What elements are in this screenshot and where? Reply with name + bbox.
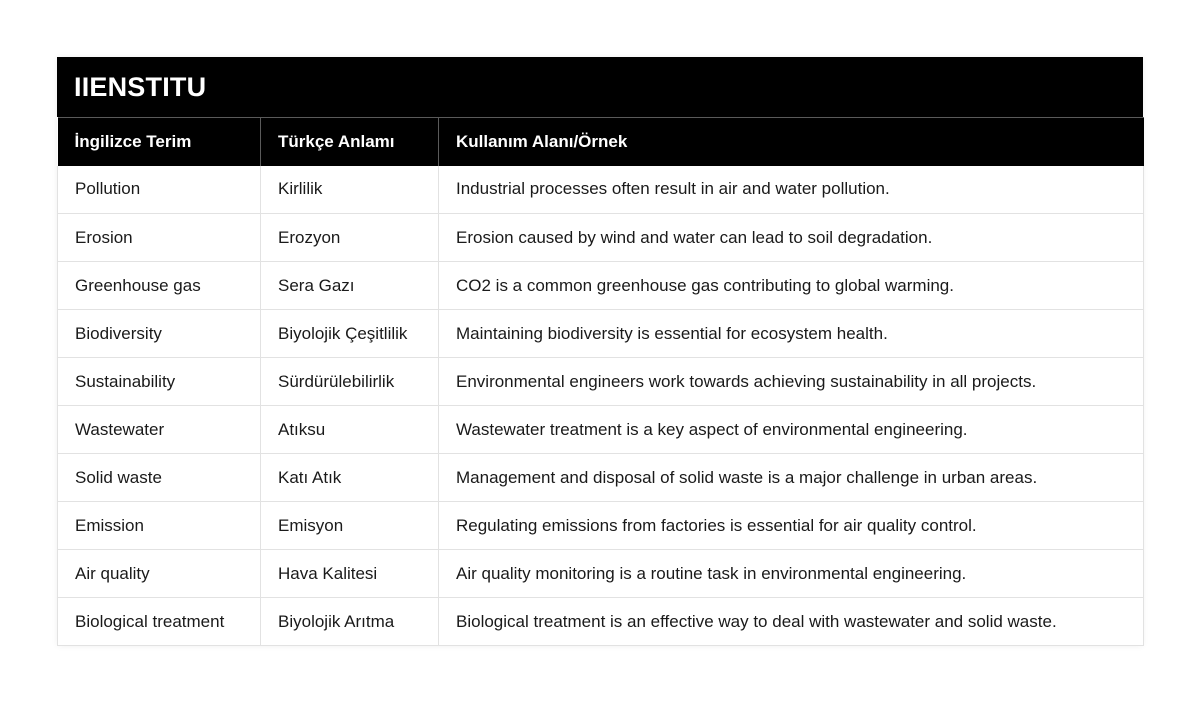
usage-example-cell: Maintaining biodiversity is essential for ecosystem health.	[439, 310, 1144, 358]
usage-example-cell: Air quality monitoring is a routine task in environmental engineering.	[439, 550, 1144, 598]
column-header-turkish-meaning: Türkçe Anlamı	[261, 118, 439, 166]
header-row	[58, 118, 1144, 166]
turkish-meaning-cell: Katı Atık	[261, 454, 439, 502]
table-row	[58, 406, 1144, 454]
usage-example-cell: Management and disposal of solid waste is a major challenge in urban areas.	[439, 454, 1144, 502]
turkish-meaning-cell: Atıksu	[261, 406, 439, 454]
table-header	[58, 118, 1144, 166]
table-row	[58, 502, 1144, 550]
turkish-meaning-cell: Sürdürülebilirlik	[261, 358, 439, 406]
usage-example-cell: Biological treatment is an effective way to deal with wastewater and solid waste.	[439, 598, 1144, 646]
english-term-cell: Erosion	[58, 214, 261, 262]
usage-example-cell: Regulating emissions from factories is essential for air quality control.	[439, 502, 1144, 550]
english-term-cell: Biological treatment	[58, 598, 261, 646]
turkish-meaning-cell: Sera Gazı	[261, 262, 439, 310]
table-row	[58, 358, 1144, 406]
turkish-meaning-cell: Biyolojik Çeşitlilik	[261, 310, 439, 358]
usage-example-cell: CO2 is a common greenhouse gas contributing to global warming.	[439, 262, 1144, 310]
turkish-meaning-cell: Emisyon	[261, 502, 439, 550]
turkish-meaning-cell: Kirlilik	[261, 166, 439, 214]
table-row	[58, 550, 1144, 598]
table-body	[58, 166, 1144, 646]
column-header-usage-example: Kullanım Alanı/Örnek	[439, 118, 1144, 166]
english-term-cell: Solid waste	[58, 454, 261, 502]
table-row	[58, 166, 1144, 214]
english-term-cell: Air quality	[58, 550, 261, 598]
english-term-cell: Greenhouse gas	[58, 262, 261, 310]
table-row	[58, 214, 1144, 262]
column-header-english-term: İngilizce Terim	[58, 118, 261, 166]
glossary-card	[57, 57, 1143, 646]
brand-title: IIENSTITU	[74, 71, 207, 102]
english-term-cell: Biodiversity	[58, 310, 261, 358]
english-term-cell: Wastewater	[58, 406, 261, 454]
table-row	[58, 454, 1144, 502]
turkish-meaning-cell: Biyolojik Arıtma	[261, 598, 439, 646]
glossary-table	[57, 117, 1144, 646]
table-row	[58, 262, 1144, 310]
usage-example-cell: Industrial processes often result in air and water pollution.	[439, 166, 1144, 214]
english-term-cell: Emission	[58, 502, 261, 550]
english-term-cell: Sustainability	[58, 358, 261, 406]
english-term-cell: Pollution	[58, 166, 261, 214]
table-row	[58, 598, 1144, 646]
usage-example-cell: Environmental engineers work towards achieving sustainability in all projects.	[439, 358, 1144, 406]
brand-header	[57, 57, 1143, 117]
turkish-meaning-cell: Hava Kalitesi	[261, 550, 439, 598]
table-row	[58, 310, 1144, 358]
usage-example-cell: Erosion caused by wind and water can lead to soil degradation.	[439, 214, 1144, 262]
turkish-meaning-cell: Erozyon	[261, 214, 439, 262]
usage-example-cell: Wastewater treatment is a key aspect of environmental engineering.	[439, 406, 1144, 454]
